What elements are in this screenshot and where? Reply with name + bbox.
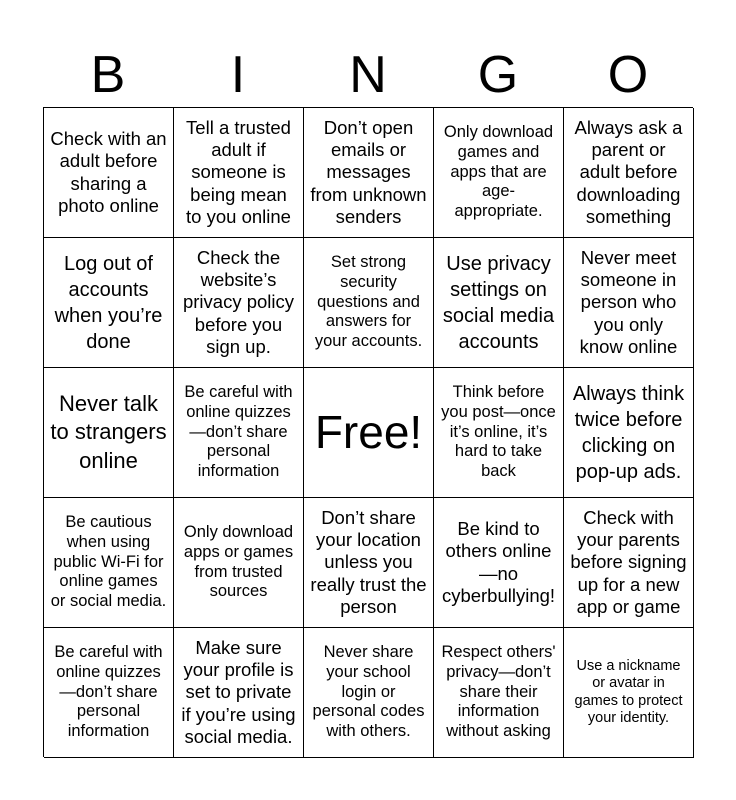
bingo-cell-r5c1[interactable] [44,628,174,758]
bingo-cell-r1c1[interactable] [44,108,174,238]
bingo-cell-r4c2[interactable] [174,498,304,628]
bingo-cell-r5c4[interactable] [434,628,564,758]
cell-text: Respect others' privacy—don’t share their information without asking [441,643,556,741]
bingo-header [43,46,693,104]
bingo-cell-r4c1[interactable] [44,498,174,628]
bingo-cell-r2c4[interactable] [434,238,564,368]
bingo-cell-r5c5[interactable] [564,628,694,758]
bingo-cell-r4c4[interactable] [434,498,564,628]
cell-text: Use privacy settings on social media accounts [442,252,555,353]
bingo-cell-r5c2[interactable] [174,628,304,758]
cell-text: Never share your school login or personal codes with others. [312,643,425,741]
cell-text: Set strong security questions and answers for your accounts. [314,253,423,351]
free-space-text: Free! [314,405,423,458]
cell-text: Don’t open emails or messages from unknown senders [310,117,427,227]
bingo-cell-free[interactable] [304,368,434,498]
bingo-cell-r1c5[interactable] [564,108,694,238]
cell-text: Make sure your profile is set to private if you’re using social media. [181,637,296,747]
cell-text: Think before you post—once it’s online, it’s hard to take back [441,383,556,481]
cell-text: Be cautious when using public Wi-Fi for online games or social media. [50,513,167,611]
cell-text: Never talk to strangers online [50,390,167,473]
cell-text: Only download apps or games from trusted sources [183,522,294,601]
bingo-cell-r1c4[interactable] [434,108,564,238]
cell-text: Tell a trusted adult if someone is being mean to you online [186,117,291,227]
header-letter-i: I [230,46,246,104]
bingo-cell-r1c3[interactable] [304,108,434,238]
header-letter-n: N [349,46,387,104]
cell-text: Log out of accounts when you’re done [54,252,163,353]
cell-text: Check with your parents before signing up for a new app or game [570,507,687,617]
cell-text: Only download games and apps that are age-appropriate. [443,123,554,221]
cell-text: Be careful with online quizzes—don’t share personal information [184,383,293,481]
bingo-cell-r2c5[interactable] [564,238,694,368]
cell-text: Always think twice before clicking on pop-up ads. [572,382,685,483]
bingo-cell-r3c2[interactable] [174,368,304,498]
bingo-cell-r4c3[interactable] [304,498,434,628]
bingo-cell-r1c2[interactable] [174,108,304,238]
bingo-cell-r3c1[interactable] [44,368,174,498]
bingo-cell-r3c5[interactable] [564,368,694,498]
cell-text: Check with an adult before sharing a photo online [50,128,167,216]
cell-text: Be kind to others online—no cyberbullying! [441,518,556,606]
cell-text: Be careful with online quizzes—don’t share personal information [54,643,163,741]
cell-text: Never meet someone in person who you only know online [579,247,678,357]
cell-text: Don’t share your location unless you really trust the person [310,507,427,617]
header-letter-o: O [607,46,649,104]
bingo-cell-r5c3[interactable] [304,628,434,758]
bingo-cell-r2c2[interactable] [174,238,304,368]
bingo-cell-r2c3[interactable] [304,238,434,368]
header-letter-g: G [477,46,519,104]
header-letter-b: B [90,46,126,104]
cell-text: Always ask a parent or adult before downloading something [574,117,683,227]
cell-text: Check the website’s privacy policy before you sign up. [182,247,295,357]
bingo-cell-r2c1[interactable] [44,238,174,368]
cell-text: Use a nickname or avatar in games to protect your identity. [574,657,683,726]
bingo-board [43,107,693,757]
bingo-cell-r3c4[interactable] [434,368,564,498]
bingo-cell-r4c5[interactable] [564,498,694,628]
